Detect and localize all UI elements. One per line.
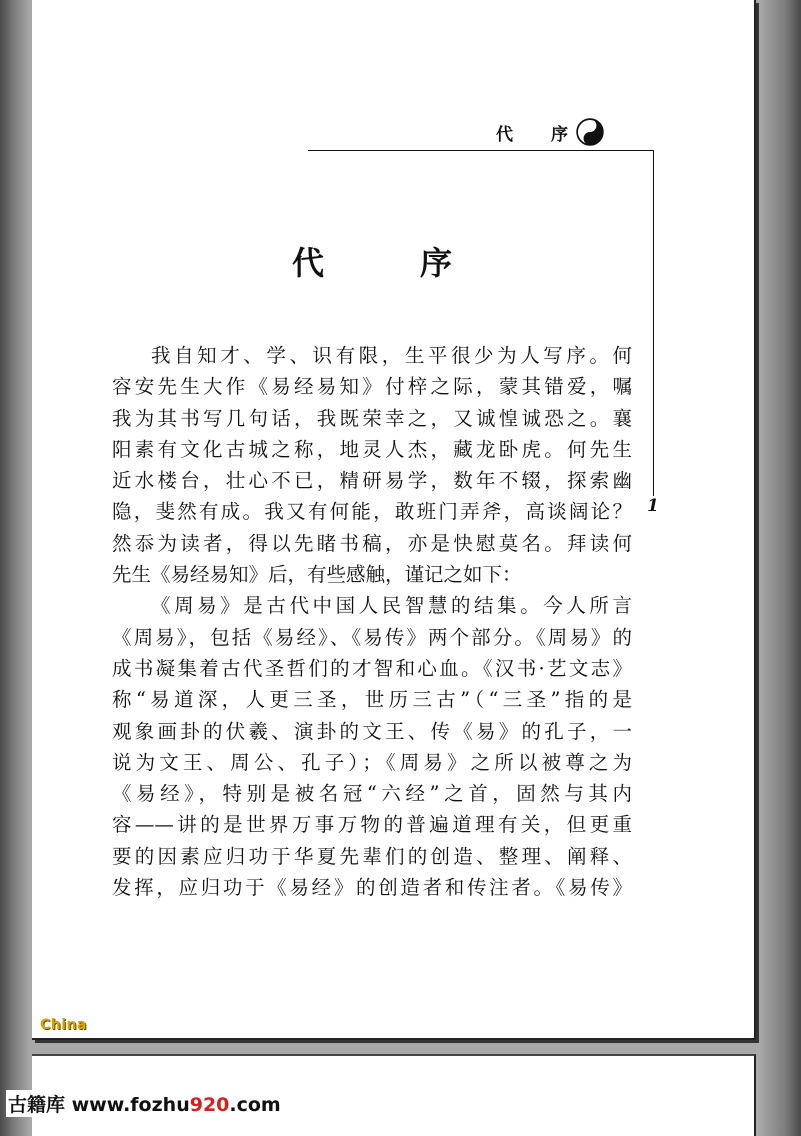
text-line: 隐，斐然有成。我又有何能，敢班门弄斧，高谈阔论？ <box>112 500 632 524</box>
text-line: 说为文王、周公、孔子）；《周易》之所以被尊之为 <box>112 750 632 774</box>
text-line: 称“易道深，人更三圣，世历三古”（“三圣”指的是 <box>112 688 632 712</box>
title-char-2: 序 <box>419 244 452 282</box>
text-line: 我自知才、学、识有限，生平很少为人写序。何 <box>151 344 632 367</box>
title-char-1: 代 <box>292 244 325 282</box>
page-title <box>292 238 452 284</box>
text-line: 容安先生大作《易经易知》付梓之际，蒙其错爱，嘱 <box>112 375 632 399</box>
china-tag: China <box>40 1017 87 1033</box>
document-page <box>32 0 756 1040</box>
running-head-char-1: 代 <box>496 124 513 145</box>
running-head-char-2: 序 <box>551 124 568 145</box>
text-line: 《易经》，特别是被名冠“六经”之首，固然与其内 <box>112 782 632 806</box>
watermark-site-suffix: .com <box>229 1094 281 1116</box>
text-line: 阳素有文化古城之称，地灵人杰，藏龙卧虎。何先生 <box>112 437 632 461</box>
watermark <box>6 1090 283 1117</box>
text-line: 先生《易经易知》后，有些感触，谨记之如下： <box>112 563 522 587</box>
text-line: 发挥，应归功于《易经》的创造者和传注者。《易传》 <box>112 876 632 900</box>
text-line: 观象画卦的伏羲、演卦的文王、传《易》的孔子，一 <box>112 719 632 743</box>
running-head <box>496 118 604 146</box>
text-line: 成书凝集着古代圣哲们的才智和心血。《汉书·艺文志》 <box>112 656 632 680</box>
text-line: 《周易》，包括《易经》、《易传》两个部分。《周易》的 <box>112 625 632 649</box>
frame-line-right <box>653 150 654 496</box>
text-line: 近水楼台，壮心不已，精研易学，数年不辍，探索幽 <box>112 469 632 493</box>
yin-yang-icon <box>576 118 604 146</box>
text-line: 要的因素应归功于华夏先辈们的创造、整理、阐释、 <box>112 844 632 868</box>
page-number: 1 <box>647 496 659 516</box>
frame-line-top <box>308 150 654 151</box>
text-line: 然忝为读者，得以先睹书稿，亦是快慰莫名。拜读何 <box>112 531 632 555</box>
text-line: 《周易》是古代中国人民智慧的结集。今人所言 <box>151 594 632 618</box>
watermark-site-number: 920 <box>189 1094 230 1116</box>
watermark-label: 古籍库 <box>8 1094 72 1116</box>
body-text <box>112 340 632 903</box>
text-line: 我为其书写几句话，我既荣幸之，又诚惶诚恐之。襄 <box>112 406 632 430</box>
text-line: 容——讲的是世界万事万物的普遍道理有关，但更重 <box>112 813 632 837</box>
watermark-site-prefix: www.fozhu <box>71 1094 190 1116</box>
